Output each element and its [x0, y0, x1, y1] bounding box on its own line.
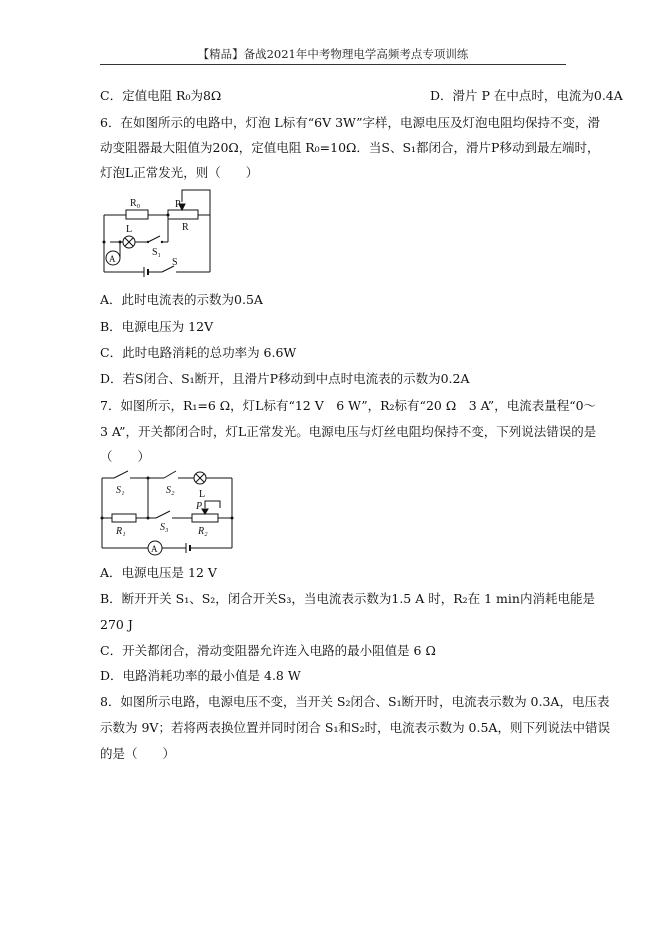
q7-option-a: A．电源电压是 12 V	[100, 565, 217, 580]
label-s: S	[172, 257, 178, 268]
label-a: A	[109, 254, 116, 264]
q5-options	[100, 88, 623, 104]
label-p: P	[196, 501, 203, 512]
q6-option-c: C．此时电路消耗的总功率为 6.6W	[100, 345, 297, 360]
q6-stem-line2: 动变阻器最大阻值为20Ω，定值电阻 R₀=10Ω．当S、S₁都闭合，滑片P移动到最左端时，	[100, 140, 600, 155]
label-a: A	[151, 544, 158, 554]
q6-option-b: B．电源电压为 12V	[100, 319, 214, 334]
label-r: R	[182, 222, 189, 233]
label-r2: R₂	[198, 526, 208, 537]
q7-option-c: C．开关都闭合，滑动变阻器允许连入电路的最小阻值是 6 Ω	[100, 643, 436, 658]
q6-circuit-diagram	[100, 186, 220, 278]
q7-option-b-line1: B．断开开关 S₁、S₂，闭合开关S₃，当电流表示数为1.5 A 时，R₂在 1 min内消耗电能是	[100, 591, 595, 606]
label-s2: S₂	[166, 485, 175, 496]
label-s3: S₃	[160, 522, 169, 533]
q7-stem-line1: 7．如图所示，R₁=6 Ω，灯L标有“12 V 6 W”，R₂标有“20 Ω 3 A”，电流表量程“0～	[100, 398, 597, 413]
label-s1: S₁	[152, 247, 162, 258]
resistor-r0	[126, 210, 148, 219]
q8-stem-line2: 示数为 9V；若将两表换位置并同时闭合 S₁和S₂时，电流表示数为 0.5A，则下列说法中错误	[100, 720, 610, 735]
q7-option-d: D．电路消耗功率的最小值是 4.8 W	[100, 668, 301, 683]
label-r1: R₁	[116, 526, 126, 537]
q8-stem-line3: 的是（ ）	[100, 746, 176, 761]
label-l: L	[126, 224, 133, 235]
q6-stem-line3: 灯泡L正常发光，则（ ）	[100, 165, 259, 180]
label-r0: R₀	[130, 198, 141, 209]
q7-option-b-line2: 270 J	[100, 617, 133, 632]
q6-option-d: D．若S闭合、S₁断开，且滑片P移动到中点时电流表的示数为0.2A	[100, 371, 470, 386]
q8-stem-line1: 8．如图所示电路，电源电压不变，当开关 S₂闭合、S₁断开时，电流表示数为 0.3A，电压表	[100, 694, 610, 709]
q6-option-a: A．此时电流表的示数为0.5A	[100, 292, 263, 307]
resistor-r1	[112, 514, 136, 522]
q5-option-d: D．滑片 P 在中点时，电流为0.4A	[430, 88, 623, 103]
q7-stem-line2: 3 A”，开关都闭合时，灯L正常发光。电源电压与灯丝电阻均保持不变，下列说法错误的是	[100, 424, 597, 439]
q7-stem-line3: （ ）	[100, 449, 151, 464]
q7-circuit-diagram	[98, 468, 238, 556]
rheostat-r	[168, 210, 198, 219]
label-p: P	[175, 199, 181, 210]
page-header: 【精品】备战2021年中考物理电学高频考点专项训练	[100, 46, 566, 65]
q5-option-c: C．定值电阻 R₀为8Ω	[100, 88, 222, 103]
label-s1: S₁	[116, 485, 125, 496]
label-l: L	[199, 489, 206, 500]
rheostat-r2	[192, 514, 218, 522]
q6-stem-line1: 6．在如图所示的电路中，灯泡 L标有“6V 3W”字样，电源电压及灯泡电阻均保持不变，滑	[100, 115, 600, 130]
